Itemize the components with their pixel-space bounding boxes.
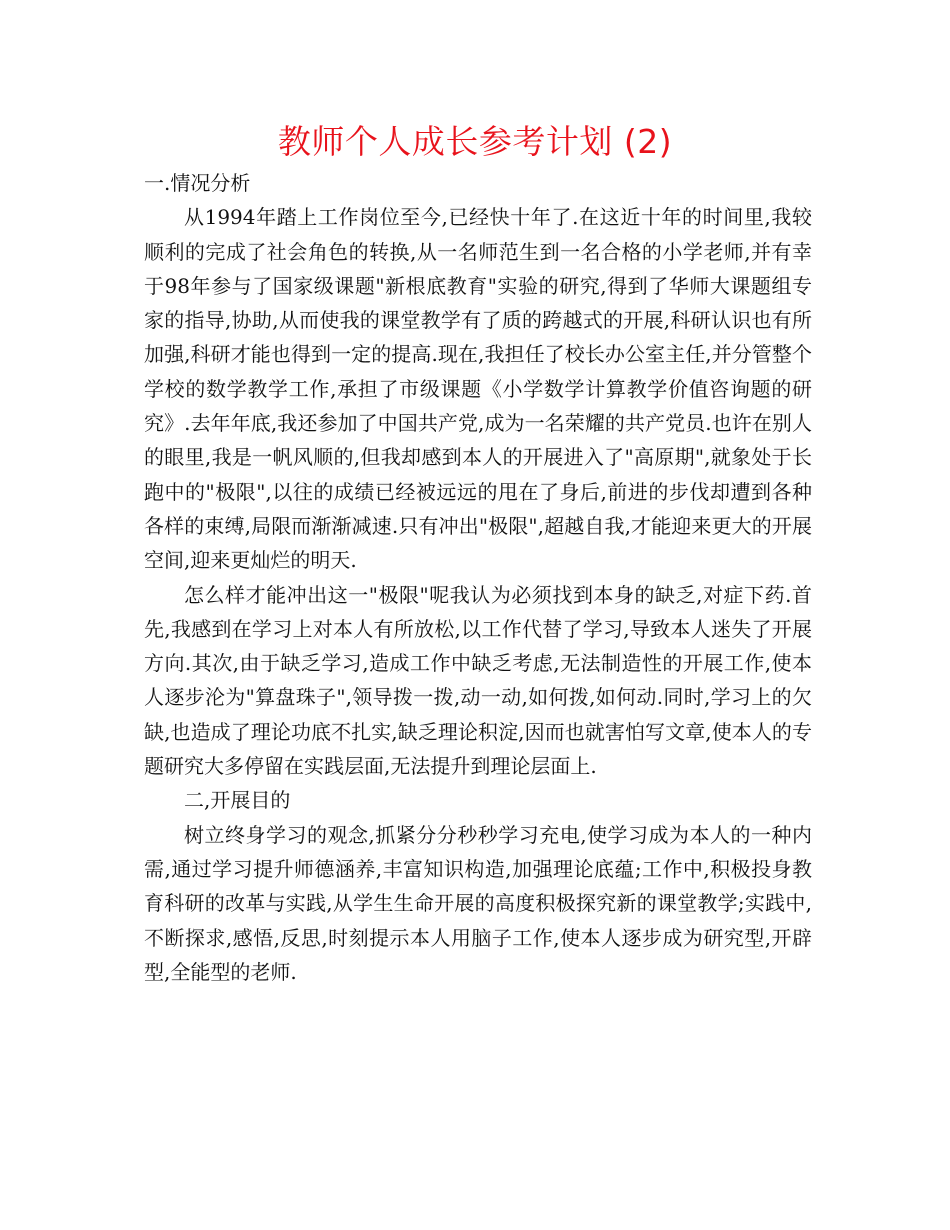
section-heading-analysis: 一.情况分析 — [144, 171, 251, 195]
document-body — [144, 166, 812, 989]
paragraph-1: 从1994年踏上工作岗位至今,已经快十年了.在这近十年的时间里,我较顺利的完成了社会角色的转换,从一名师范生到一名合格的小学老师,并有幸于98年参与了国家级课题"新根底教育"实验的研究,得到了华师大课题组专家的指导,协助,从而使我的课堂教学有了质的跨越式的开展,科研认识也有所加强,科研才能也得到一定的提高.现在,我担任了校长办公室主任,并分管整个学校的数学教学工作,承担了市级课题《小学数学计算教学价值咨询题的研究》.去年年底,我还参加了中国共产党,成为一名荣耀的共产党员.也许在别人的眼里,我是一帆风顺的,但我却感到本人的开展进入了"高原期",就象处于长跑中的"极限",以往的成绩已经被远远的甩在了身后,前进的步伐却遭到各种各样的束缚,局限而渐渐减速.只有冲出"极限",超越自我,才能迎来更大的开展空间,迎来更灿烂的明天. — [144, 205, 812, 573]
paragraph-2: 怎么样才能冲出这一"极限"呢我认为必须找到本身的缺乏,对症下药.首先,我感到在学习上对本人有所放松,以工作代替了学习,导致本人迷失了开展方向.其次,由于缺乏学习,造成工作中缺乏考虑,无法制造性的开展工作,使本人逐步沦为"算盘珠子",领导拨一拨,动一动,如何拨,如何动.同时,学习上的欠缺,也造成了理论功底不扎实,缺乏理论积淀,因而也就害怕写文章,使本人的专题研究大多停留在实践层面,无法提升到理论层面上. — [144, 582, 812, 779]
document-title: 教师个人成长参考计划 (2) — [277, 122, 673, 161]
section-heading-goals: 二,开展目的 — [184, 788, 291, 813]
paragraph-3: 树立终身学习的观念,抓紧分分秒秒学习充电,使学习成为本人的一种内需,通过学习提升师德涵养,丰富知识构造,加强理论底蕴;工作中,积极投身教育科研的改革与实践,从学生生命开展的高度积极探究新的课堂教学;实践中,不断探求,感悟,反思,时刻提示本人用脑子工作,使本人逐步成为研究型,开辟型,全能型的老师. — [144, 822, 812, 984]
